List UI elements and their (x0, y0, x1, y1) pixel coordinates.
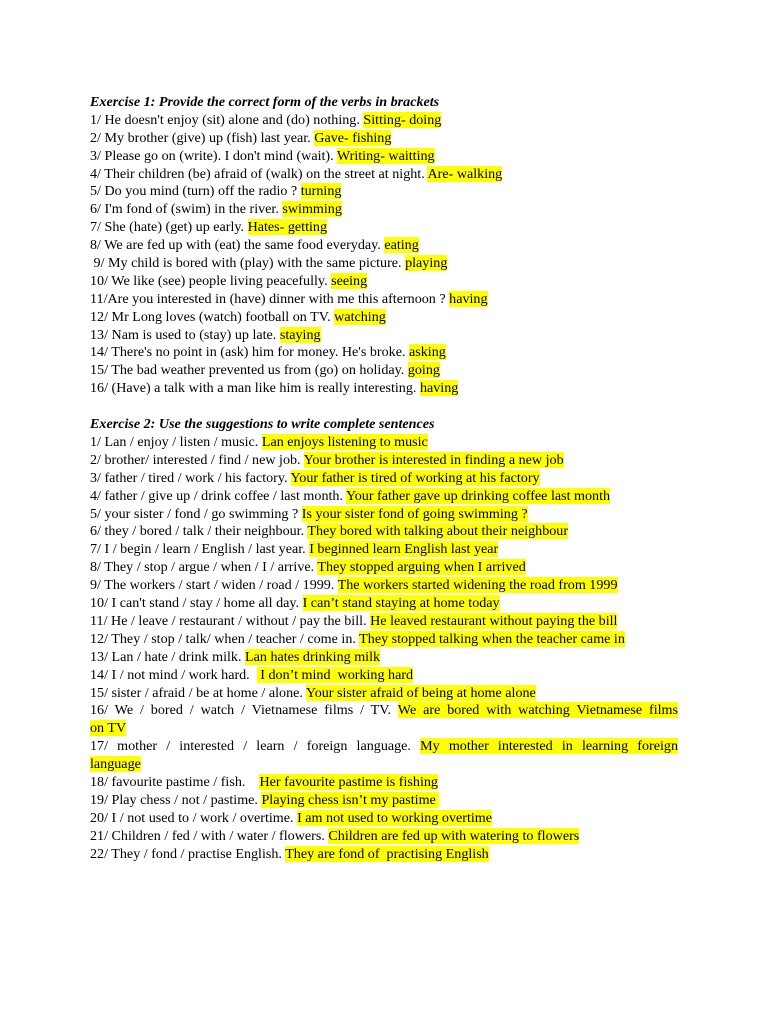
question: 7/ She (hate) (get) up early. (90, 219, 248, 236)
exercise1-item (90, 219, 678, 237)
question: 20/ I / not used to / work / overtime. (90, 809, 298, 826)
answer: He leaved restaurant without paying the bill (370, 612, 618, 629)
exercise2-title: Exercise 2: Use the suggestions to write complete sentences (90, 416, 435, 433)
question: 17/ mother / interested / learn / foreign language. (90, 738, 421, 755)
answer-continued: on TV (90, 720, 127, 737)
question: 3/ Please go on (write). I don't mind (wait). (90, 147, 337, 164)
question: 8/ They / stop / argue / when / I / arrive. (90, 559, 318, 576)
question: 21/ Children / fed / with / water / flowers. (90, 827, 329, 844)
question: 1/ He doesn't enjoy (sit) alone and (do) nothing. (90, 111, 364, 128)
answer: I can’t stand staying at home today (302, 595, 500, 612)
question: 2/ My brother (give) up (fish) last year. (90, 129, 315, 146)
exercise2-item (90, 846, 678, 864)
exercise2-item (90, 738, 678, 774)
question: 14/ I / not mind / work hard. (90, 666, 257, 683)
question: 4/ father / give up / drink coffee / last month. (90, 487, 346, 504)
question: 11/ He / leave / restaurant / without / pay the bill. (90, 612, 371, 629)
answer: They stopped arguing when I arrived (317, 559, 526, 576)
exercise1-item (90, 273, 678, 291)
exercise2-item (90, 702, 678, 738)
exercise2-item (90, 541, 678, 559)
exercise2-item-line (90, 738, 678, 756)
answer: Writing- waitting (336, 147, 435, 164)
answer: seeing (331, 272, 368, 289)
exercise2-list (90, 434, 678, 863)
exercise1-item (90, 309, 678, 327)
answer: Her favourite pastime is fishing (259, 773, 438, 790)
question: 4/ Their children (be) afraid of (walk) on the street at night. (90, 165, 428, 182)
answer: I am not used to working overtime (297, 809, 493, 826)
answer: Are- walking (427, 165, 503, 182)
exercise1-item (90, 148, 678, 166)
section-gap (90, 398, 678, 416)
answer: Your father is tired of working at his factory (290, 469, 540, 486)
answer: staying (279, 326, 321, 343)
question: 12/ Mr Long loves (watch) football on TV. (90, 308, 335, 325)
exercise2-item (90, 506, 678, 524)
answer: Lan enjoys listening to music (261, 434, 428, 451)
answer: asking (409, 344, 446, 361)
exercise2-item (90, 631, 678, 649)
exercise1-item (90, 255, 678, 273)
exercise2-item (90, 577, 678, 595)
question: 19/ Play chess / not / pastime. (90, 791, 262, 808)
answer: Hates- getting (247, 219, 328, 236)
exercise2-item-line (90, 720, 678, 738)
answer: watching (334, 308, 386, 325)
question: 13/ Nam is used to (stay) up late. (90, 326, 280, 343)
exercise1-item (90, 112, 678, 130)
exercise1-list (90, 112, 678, 398)
answer: having (419, 380, 459, 397)
answer: Sitting- doing (363, 111, 442, 128)
answer: I don’t mind working hard (256, 666, 414, 683)
question: 14/ There's no point in (ask) him for money. He's broke. (90, 344, 409, 361)
exercise2-item (90, 774, 678, 792)
answer: They are fond of practising English (285, 845, 489, 862)
question: 3/ father / tired / work / his factory. (90, 469, 291, 486)
answer: I beginned learn English last year (309, 541, 499, 558)
question: 5/ your sister / fond / go swimming ? (90, 505, 302, 522)
answer: Your father gave up drinking coffee last month (345, 487, 611, 504)
exercise1-item (90, 183, 678, 201)
answer: having (449, 290, 488, 307)
exercise2-item (90, 810, 678, 828)
exercise1-title: Exercise 1: Provide the correct form of the verbs in brackets (90, 94, 440, 110)
answer: Your sister afraid of being at home alone (305, 684, 536, 701)
exercise1-item (90, 362, 678, 380)
answer: Gave- fishing (314, 129, 392, 146)
exercise1-item (90, 291, 678, 309)
exercise2-item (90, 523, 678, 541)
document-content (90, 94, 678, 863)
question: 11/Are you interested in (have) dinner with me this afternoon ? (90, 290, 450, 307)
exercise2-item (90, 470, 678, 488)
answer: Lan hates drinking milk (245, 648, 381, 665)
exercise2-item (90, 434, 678, 452)
exercise2-item (90, 488, 678, 506)
exercise2-item-line (90, 756, 678, 774)
answer: Children are fed up with watering to flowers (328, 827, 580, 844)
exercise2-item (90, 649, 678, 667)
question: 15/ sister / afraid / be at home / alone. (90, 684, 306, 701)
answer: turning (300, 183, 342, 200)
question: 5/ Do you mind (turn) off the radio ? (90, 183, 301, 200)
answer: They bored with talking about their neighbour (307, 523, 569, 540)
answer: Playing chess isn’t my pastime (261, 791, 440, 808)
exercise1-item (90, 327, 678, 345)
question: 9/ The workers / start / widen / road / 1999. (90, 577, 338, 594)
exercise2-item (90, 667, 678, 685)
answer: Is your sister fond of going swimming ? (301, 505, 528, 522)
exercise1-item (90, 130, 678, 148)
answer-continued: language (90, 756, 141, 773)
exercise2-item (90, 452, 678, 470)
exercise1-item (90, 344, 678, 362)
answer: They stopped talking when the teacher came in (359, 630, 625, 647)
answer: eating (384, 237, 419, 254)
question: 9/ My child is bored with (play) with the same picture. (90, 255, 406, 272)
exercise1-item (90, 380, 678, 398)
exercise2-item-line (90, 702, 678, 720)
answer: Your brother is interested in finding a new job (303, 451, 564, 468)
question: 1/ Lan / enjoy / listen / music. (90, 434, 262, 451)
exercise1-item (90, 166, 678, 184)
question: 16/ (Have) a talk with a man like him is really interesting. (90, 380, 420, 397)
exercise2-item (90, 559, 678, 577)
question: 10/ I can't stand / stay / home all day. (90, 595, 303, 612)
question: 7/ I / begin / learn / English / last year. (90, 541, 310, 558)
exercise2-item (90, 792, 678, 810)
exercise2-item (90, 828, 678, 846)
exercise1-item (90, 237, 678, 255)
question: 10/ We like (see) people living peacefully. (90, 272, 332, 289)
answer: My mother interested in learning foreign (420, 738, 678, 755)
exercise2-item (90, 613, 678, 631)
question: 15/ The bad weather prevented us from (go) on holiday. (90, 362, 408, 379)
question: 2/ brother/ interested / find / new job. (90, 451, 304, 468)
answer: swimming (282, 201, 342, 218)
question: 6/ I'm fond of (swim) in the river. (90, 201, 283, 218)
question: 6/ they / bored / talk / their neighbour. (90, 523, 308, 540)
answer: going (407, 362, 440, 379)
question: 12/ They / stop / talk/ when / teacher / come in. (90, 630, 360, 647)
answer: We are bored with watching Vietnamese films (397, 702, 678, 719)
question: 22/ They / fond / practise English. (90, 845, 286, 862)
question: 16/ We / bored / watch / Vietnamese films / TV. (90, 702, 398, 719)
answer: playing (405, 255, 448, 272)
question: 13/ Lan / hate / drink milk. (90, 648, 246, 665)
question: 18/ favourite pastime / fish. (90, 773, 260, 790)
answer: The workers started widening the road from 1999 (337, 577, 618, 594)
exercise1-item (90, 201, 678, 219)
exercise2-item (90, 685, 678, 703)
question: 8/ We are fed up with (eat) the same food everyday. (90, 237, 385, 254)
exercise2-item (90, 595, 678, 613)
